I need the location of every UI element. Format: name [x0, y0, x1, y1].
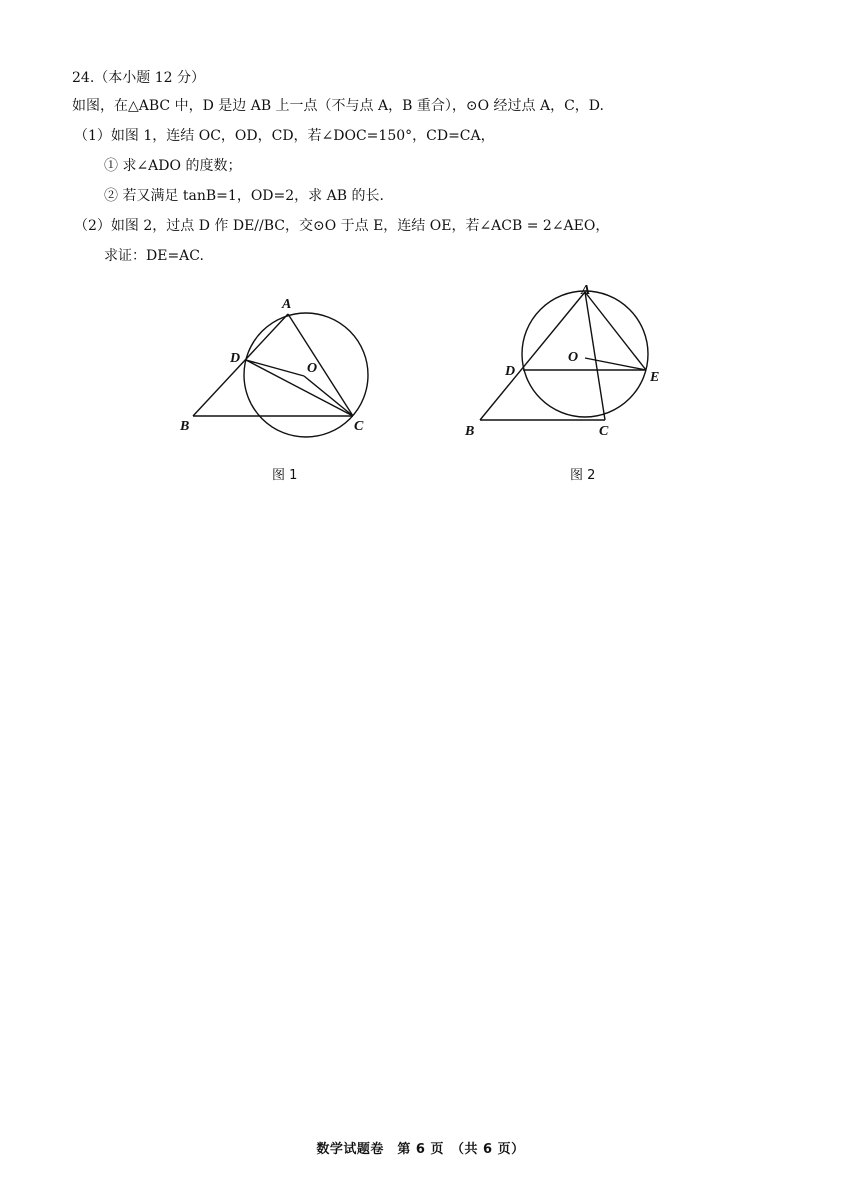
- part1-text: （1）如图 1，连结 OC，OD，CD，若∠DOC=150°，CD=CA，: [74, 128, 495, 144]
- figure-2: [455, 278, 685, 448]
- label-c: C: [599, 424, 609, 439]
- label-c: C: [354, 419, 364, 434]
- figure-1: [170, 290, 390, 450]
- problem-intro: 如图，在△ABC 中，D 是边 AB 上一点（不与点 A，B 重合），⊙O 经过点 A，C，D.: [72, 98, 604, 114]
- figure-2-diagram: [455, 278, 685, 448]
- segment-ac: [585, 292, 605, 420]
- segment-dc: [246, 360, 353, 416]
- problem-header: 24.（本小题 12 分）: [72, 70, 205, 86]
- label-a: A: [282, 297, 292, 312]
- segment-ae: [585, 292, 646, 370]
- segment-oe: [585, 358, 646, 370]
- label-a: A: [581, 283, 591, 298]
- label-b: B: [180, 419, 190, 434]
- segment-do: [246, 360, 304, 376]
- label-d: D: [505, 364, 516, 379]
- part1-question1: ① 求∠ADO 的度数；: [104, 158, 242, 174]
- part2-goal: 求证：DE=AC.: [104, 248, 204, 264]
- label-d: D: [230, 351, 241, 366]
- label-e: E: [650, 370, 660, 385]
- page-footer: 数学试题卷 第 6 页 （共 6 页）: [316, 1142, 525, 1157]
- label-o: O: [568, 350, 579, 365]
- label-o: O: [307, 361, 318, 376]
- circle-o: [522, 291, 648, 417]
- segment-ab: [193, 314, 288, 416]
- figure-2-caption: 图 2: [570, 468, 596, 483]
- segment-oc: [304, 376, 353, 416]
- part2-text: （2）如图 2，过点 D 作 DE//BC，交⊙O 于点 E，连结 OE，若∠ACB = 2∠AEO，: [74, 218, 610, 234]
- figure-1-caption: 图 1: [272, 468, 298, 483]
- part1-question2: ② 若又满足 tanB=1，OD=2，求 AB 的长.: [104, 188, 384, 204]
- segment-ac: [288, 314, 353, 416]
- figure-1-diagram: [170, 290, 390, 450]
- circle-o: [244, 313, 368, 437]
- label-b: B: [465, 424, 475, 439]
